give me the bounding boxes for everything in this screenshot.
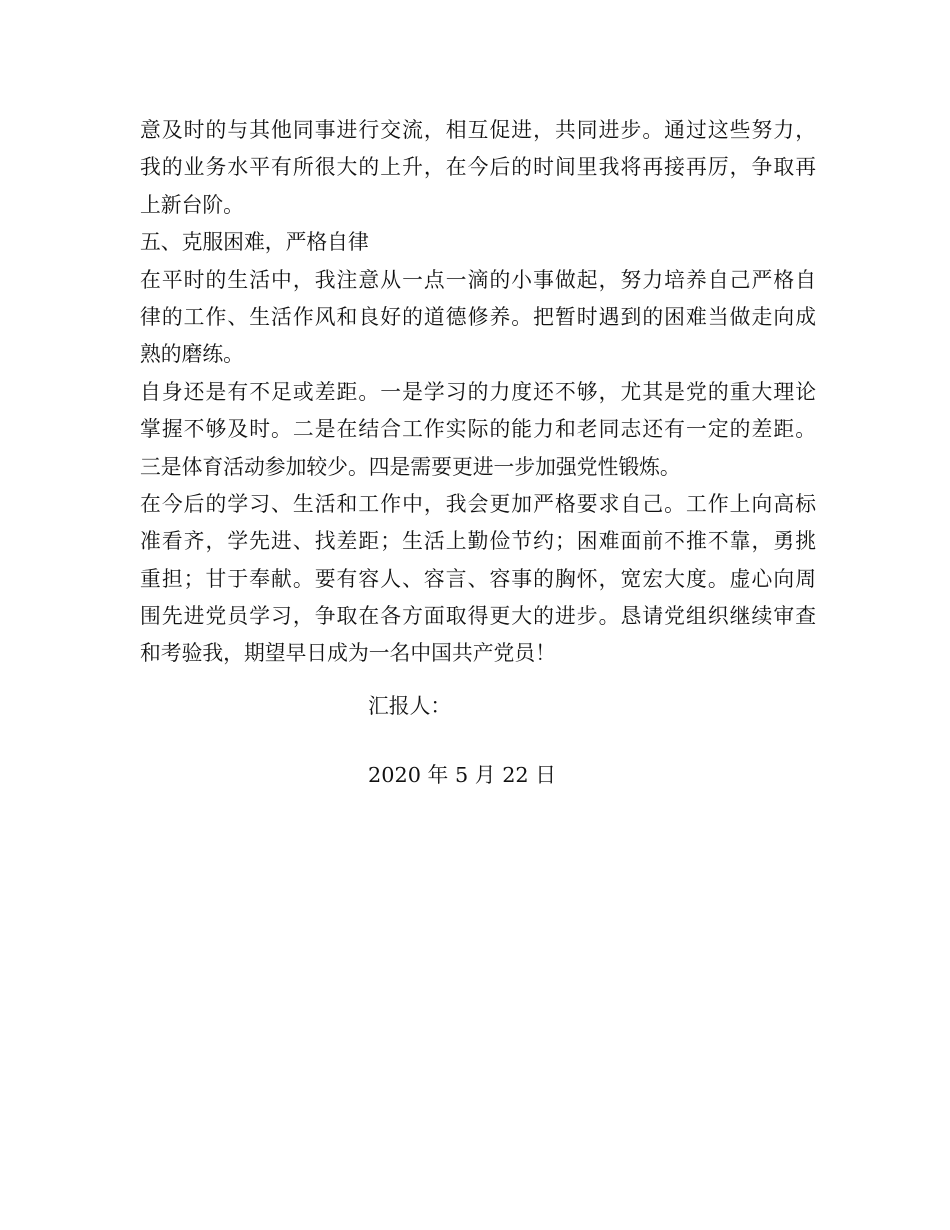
text-line: 在今后的学习、生活和工作中，我会更加严格要求自己。工作上向高标 — [140, 491, 816, 516]
text-line: 意及时的与其他同事进行交流，相互促进，共同进步。通过这些努力， — [140, 118, 816, 142]
text-line: 在平时的生活中，我注意从一点一滴的小事做起，努力培养自己严格自 — [140, 267, 816, 292]
signature-label: 汇报人： — [368, 694, 452, 718]
report-date: 2020 年 5 月 22 日 — [368, 763, 557, 787]
text-line: 上新台阶。 — [140, 192, 244, 217]
text-line: 围先进党员学习，争取在各方面取得更大的进步。恳请党组织继续审查 — [140, 604, 816, 629]
text-line: 自身还是有不足或差距。一是学习的力度还不够，尤其是党的重大理论 — [140, 379, 816, 404]
section-heading: 五、克服困难，严格自律 — [140, 230, 369, 255]
text-line: 熟的磨练。 — [140, 342, 244, 367]
text-line: 和考验我，期望早日成为一名中国共产党员！ — [140, 641, 556, 666]
text-line: 准看齐，学先进、找差距；生活上勤俭节约；困难面前不推不靠，勇挑 — [140, 529, 816, 554]
text-line: 我的业务水平有所很大的上升，在今后的时间里我将再接再厉，争取再 — [140, 155, 816, 180]
text-line: 三是体育活动参加较少。四是需要更进一步加强党性锻炼。 — [140, 454, 681, 479]
text-line: 重担；甘于奉献。要有容人、容言、容事的胸怀，宽宏大度。虚心向周 — [140, 566, 816, 591]
text-line: 掌握不够及时。二是在结合工作实际的能力和老同志还有一定的差距。 — [140, 417, 816, 442]
text-line: 律的工作、生活作风和良好的道德修养。把暂时遇到的困难当做走向成 — [140, 304, 816, 329]
report-body — [140, 112, 816, 673]
